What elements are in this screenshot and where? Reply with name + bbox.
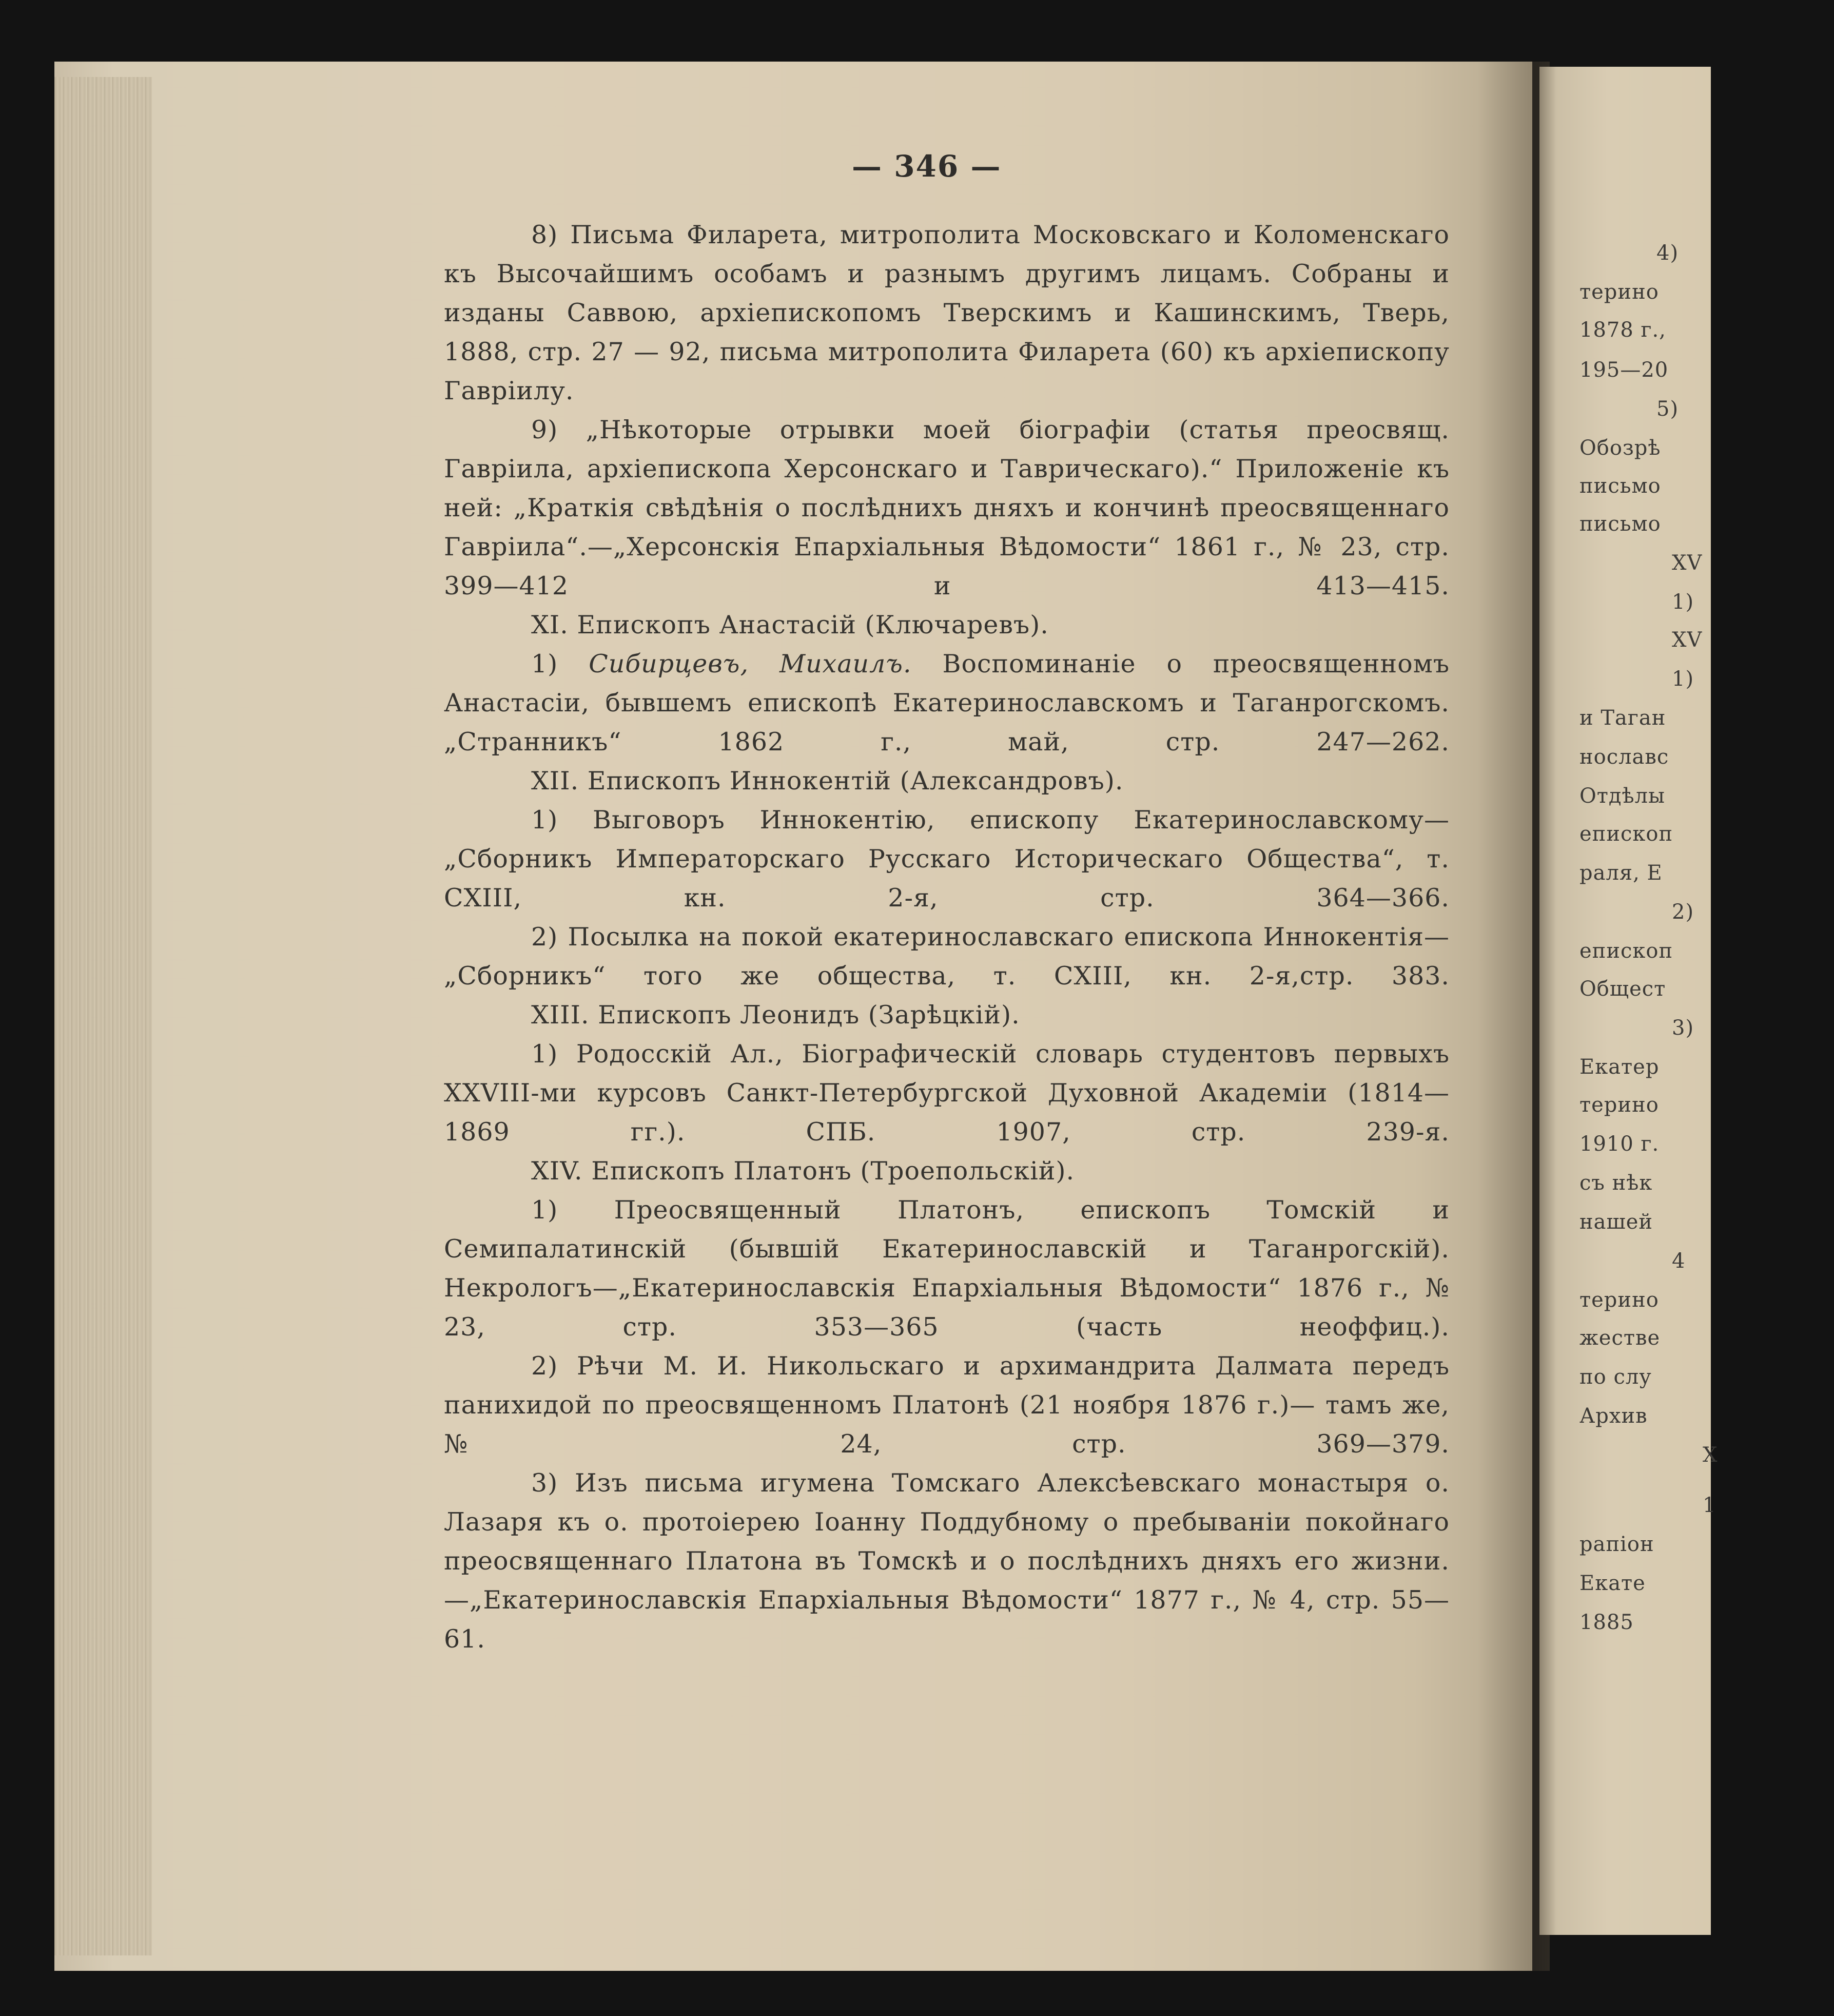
right-line: Екате	[1579, 1572, 1646, 1595]
bibliography-text	[444, 216, 1450, 1659]
right-line: 1910 г.	[1579, 1132, 1660, 1156]
right-book-page	[1539, 67, 1711, 1935]
right-line: письмо	[1579, 474, 1661, 498]
right-line: жестве	[1579, 1326, 1661, 1350]
entry-xii-2: 2) Посылка на покой екатеринославскаго епископа Иннокентія—„Сборникъ“ того же общества, т. CXIII, кн. 2-я,стр. 383.	[444, 922, 1450, 991]
right-line: Екатер	[1579, 1055, 1660, 1079]
right-line: епископ	[1579, 939, 1673, 963]
right-line: 1885	[1579, 1611, 1634, 1634]
section-heading-xii: XII. Епископъ Иннокентій (Александровъ).	[531, 766, 1124, 796]
right-line: XV	[1672, 628, 1703, 652]
right-line: Общест	[1579, 977, 1666, 1001]
page-number: — 346 —	[852, 149, 1002, 184]
entry-author: Сибирцевъ, Михаилъ.	[589, 649, 912, 679]
stacked-page-edges	[54, 77, 152, 1955]
right-line: 1)	[1672, 667, 1694, 691]
right-line: терино	[1579, 1093, 1659, 1117]
entry-xiii-1: 1) Родосскій Ал., Біографическій словарь студентовъ первыхъ XXVIII-ми курсовъ Санкт-Петербургской Духовной Академіи (1814—1869 гг.). СПБ. 1907, стр. 239-я.	[444, 1039, 1450, 1147]
right-line: Обозрѣ	[1579, 436, 1661, 460]
entry-xiv-1: 1) Преосвященный Платонъ, епископъ Томскій и Семипалатинскій (бывшій Екатеринославскій и Таганрогскій). Некрологъ—„Екатеринославскія Епархіальныя Вѣдомости“ 1876 г., № 23, стр. 353—365 (часть неоффиц.).	[444, 1195, 1450, 1342]
entry-number: 1)	[531, 649, 558, 679]
right-line: терино	[1579, 280, 1659, 304]
right-line: съ нѣк	[1579, 1171, 1653, 1195]
entry-body: Воспоминаніе о преосвященномъ Анастасіи, бывшемъ епископѣ Екатеринославскомъ и Таганрогскомъ. „Странникъ“ 1862 г., май, стр. 247—262.	[444, 649, 1450, 757]
right-line: по слу	[1579, 1365, 1652, 1389]
right-line: нашей	[1579, 1210, 1653, 1234]
entry-xiv-3: 3) Изъ письма игумена Томскаго Алексѣевскаго монастыря о. Лазаря къ о. протоіерею Іоанну Поддубному о пребываніи покойнаго преосвященнаго Платона въ Томскѣ и о послѣднихъ дняхъ его жизни. —„Екатеринославскія Епархіальныя Вѣдомости“ 1877 г., № 4, стр. 55—61.	[444, 1468, 1450, 1654]
right-line: 1878 г.,	[1579, 318, 1666, 342]
right-line: Архив	[1579, 1404, 1648, 1428]
right-line: 2)	[1672, 900, 1694, 924]
entry-xii-1: 1) Выговоръ Иннокентію, епископу Екатеринославскому— „Сборникъ Императорскаго Русскаго Историческаго Общества“, т. CXIII, кн. 2-я, стр. 364—366.	[444, 805, 1450, 913]
section-heading-xiv: XIV. Епископъ Платонъ (Троепольскій).	[531, 1156, 1075, 1186]
right-line: 4)	[1656, 241, 1679, 265]
section-heading-xiii: XIII. Епископъ Леонидъ (Зарѣцкій).	[531, 1000, 1020, 1030]
right-line: 195—20	[1579, 358, 1669, 382]
right-line: Отдѣлы	[1579, 784, 1665, 808]
entry-8: 8) Письма Филарета, митрополита Московскаго и Коломенскаго къ Высочайшимъ особамъ и разнымъ другимъ лицамъ. Собраны и изданы Саввою, архіепископомъ Тверскимъ и Кашинскимъ, Тверь, 1888, стр. 27 — 92, письма митрополита Филарета (60) къ архіепископу Гавріилу.	[444, 220, 1450, 405]
entry-9: 9) „Нѣкоторые отрывки моей біографіи (статья преосвящ. Гавріила, архіепископа Херсонскаго и Таврическаго).“ Приложеніе къ ней: „Краткія свѣдѣнія о послѣднихъ дняхъ и кончинѣ преосвященнаго Гавріила“.—„Херсонскія Епархіальныя Вѣдомости“ 1861 г., № 23, стр. 399—412 и 413—415.	[444, 415, 1450, 600]
right-line: XV	[1672, 551, 1703, 575]
right-line: 5)	[1656, 397, 1679, 421]
right-line: терино	[1579, 1288, 1659, 1312]
right-line: рапіон	[1579, 1533, 1654, 1556]
right-line: 3)	[1672, 1016, 1694, 1040]
gutter-shadow	[1478, 62, 1550, 1971]
right-line: письмо	[1579, 512, 1661, 536]
section-heading-xi: XI. Епископъ Анастасій (Ключаревъ).	[531, 610, 1049, 639]
right-line: и Таган	[1579, 706, 1666, 730]
right-line: 4	[1672, 1249, 1686, 1273]
right-line: раля, Е	[1579, 861, 1663, 885]
right-line: Х	[1703, 1443, 1718, 1467]
entry-xiv-2: 2) Рѣчи М. И. Никольскаго и архимандрита Далмата передъ панихидой по преосвященномъ Платонѣ (21 ноября 1876 г.)— тамъ же, № 24, стр. 369—379.	[444, 1351, 1450, 1459]
right-line: нославс	[1579, 745, 1669, 769]
entry-xi-1	[444, 645, 1450, 762]
right-line: 1)	[1672, 590, 1694, 614]
right-line: 1	[1703, 1494, 1716, 1517]
right-line: епископ	[1579, 822, 1673, 846]
